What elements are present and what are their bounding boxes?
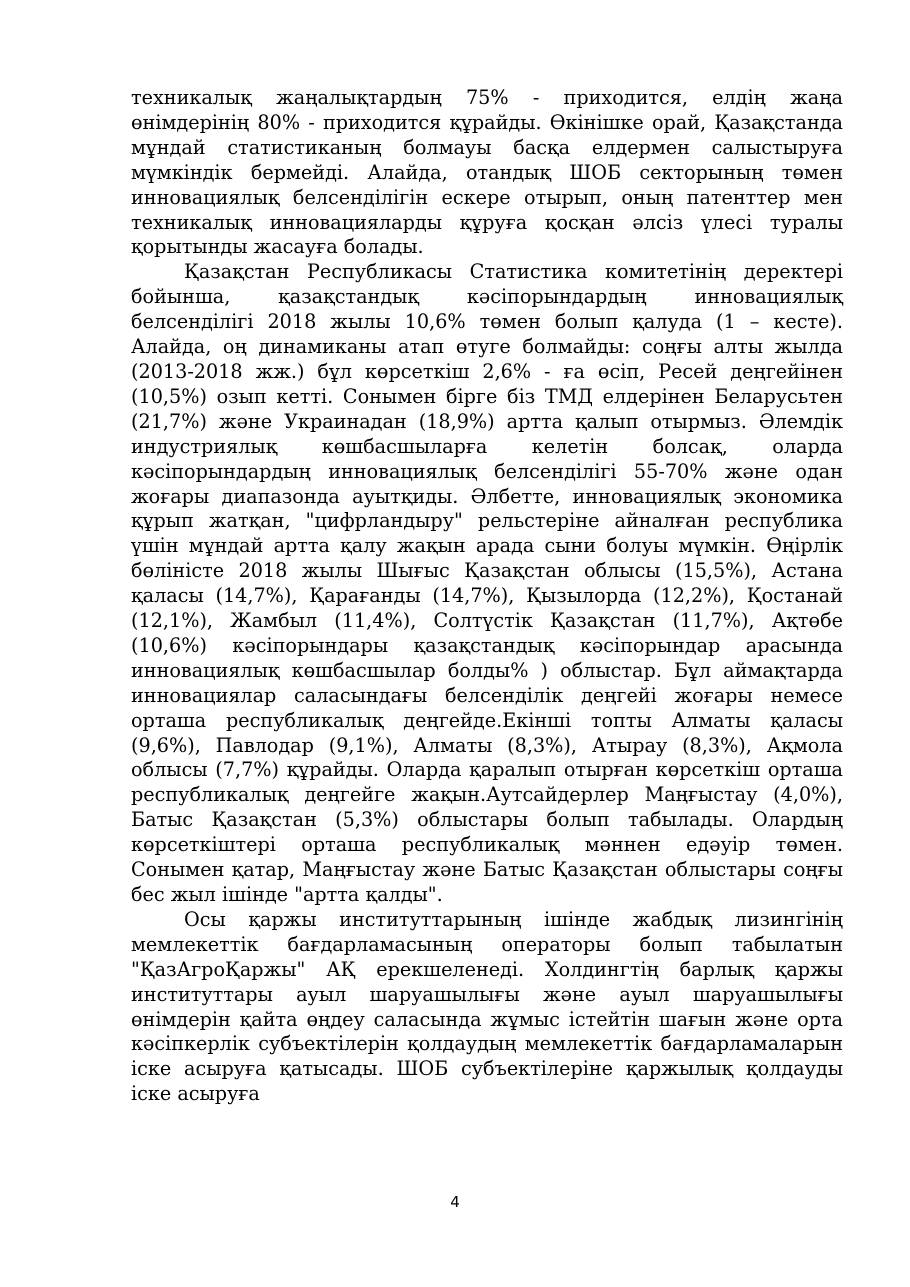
page-number: 4 [450,1193,460,1211]
paragraph-financial-institutions: Осы қаржы институттарының ішінде жабдық лизингінің мемлекеттік бағдарламасының операторы болып табылатын "ҚазАгроҚаржы" АҚ ерекшеленеді. Холдингтің барлық қаржы институттары ауыл шаруашылығы және ауыл шаруашылығы өнімдерін қайта өңдеу саласында жұмыс істейтін шағын және орта кәсіпкерлік субъектілерін қолдаудың мемлекеттік бағдарламаларын іске асыруға қатысады. ШОБ субъектілеріне қаржылық қолдауды іске асыруға [131,907,843,1106]
paragraph-continuation: техникалық жаңалықтардың 75% - приходится, елдің жаңа өнімдерінің 80% - приходится құрайды. Өкінішке орай, Қазақстанда мұндай статистиканың болмауы басқа елдермен салыстыруға мүмкіндік бермейді. Алайда, отандық ШОБ секторының төмен инновациялық белсенділігін ескере отырып, оның патенттер мен техникалық инновацияларды құруға қосқан әлсіз үлесі туралы қорытынды жасауға болады. [131,86,843,259]
body-text [131,86,843,1107]
paragraph-statistics: Қазақстан Республикасы Статистика комитетінің деректері бойынша, қазақстандық кәсіпорындардың инновациялық белсенділігі 2018 жылы 10,6% төмен болып қалуда (1 – кесте). Алайда, оң динамиканы атап өтуге болмайды: соңғы алты жылда (2013-2018 жж.) бұл көрсеткіш 2,6% - ға өсіп, Ресей деңгейінен (10,5%) озып кетті. Сонымен бірге біз ТМД елдерінен Беларусьтен (21,7%) және Украинадан (18,9%) артта қалып отырмыз. Әлемдік индустриялық көшбасшыларға келетін болсақ, оларда кәсіпорындардың инновациялық белсенділігі 55-70% және одан жоғары диапазонда ауытқиды. Әлбетте, инновациялық экономика құрып жатқан, "цифрландыру" рельстеріне айналған республика үшін мұндай артта қалу жақын арада сыни болуы мүмкін. Өңірлік бөліністе 2018 жылы Шығыс Қазақстан облысы (15,5%), Астана қаласы (14,7%), Қарағанды (14,7%), Қызылорда (12,2%), Қостанай (12,1%), Жамбыл (11,4%), Солтүстік Қазақстан (11,7%), Ақтөбе (10,6%) кәсіпорындары қазақстандық кәсіпорындар арасында инновациялық көшбасшылар болды% ) облыстар. Бұл аймақтарда инновациялар саласындағы белсенділік деңгейі жоғары немесе орташа республикалық деңгейде.Екінші топты Алматы қаласы (9,6%), Павлодар (9,1%), Алматы (8,3%), Атырау (8,3%), Ақмола облысы (7,7%) құрайды. Оларда қаралып отырған көрсеткіш орташа республикалық деңгейге жақын.Аутсайдерлер Маңғыстау (4,0%), Батыс Қазақстан (5,3%) облыстары болып табылады. Олардың көрсеткіштері орташа республикалық мәннен едәуір төмен. Сонымен қатар, Маңғыстау және Батыс Қазақстан облыстары соңғы бес жыл ішінде "артта қалды". [131,260,843,906]
